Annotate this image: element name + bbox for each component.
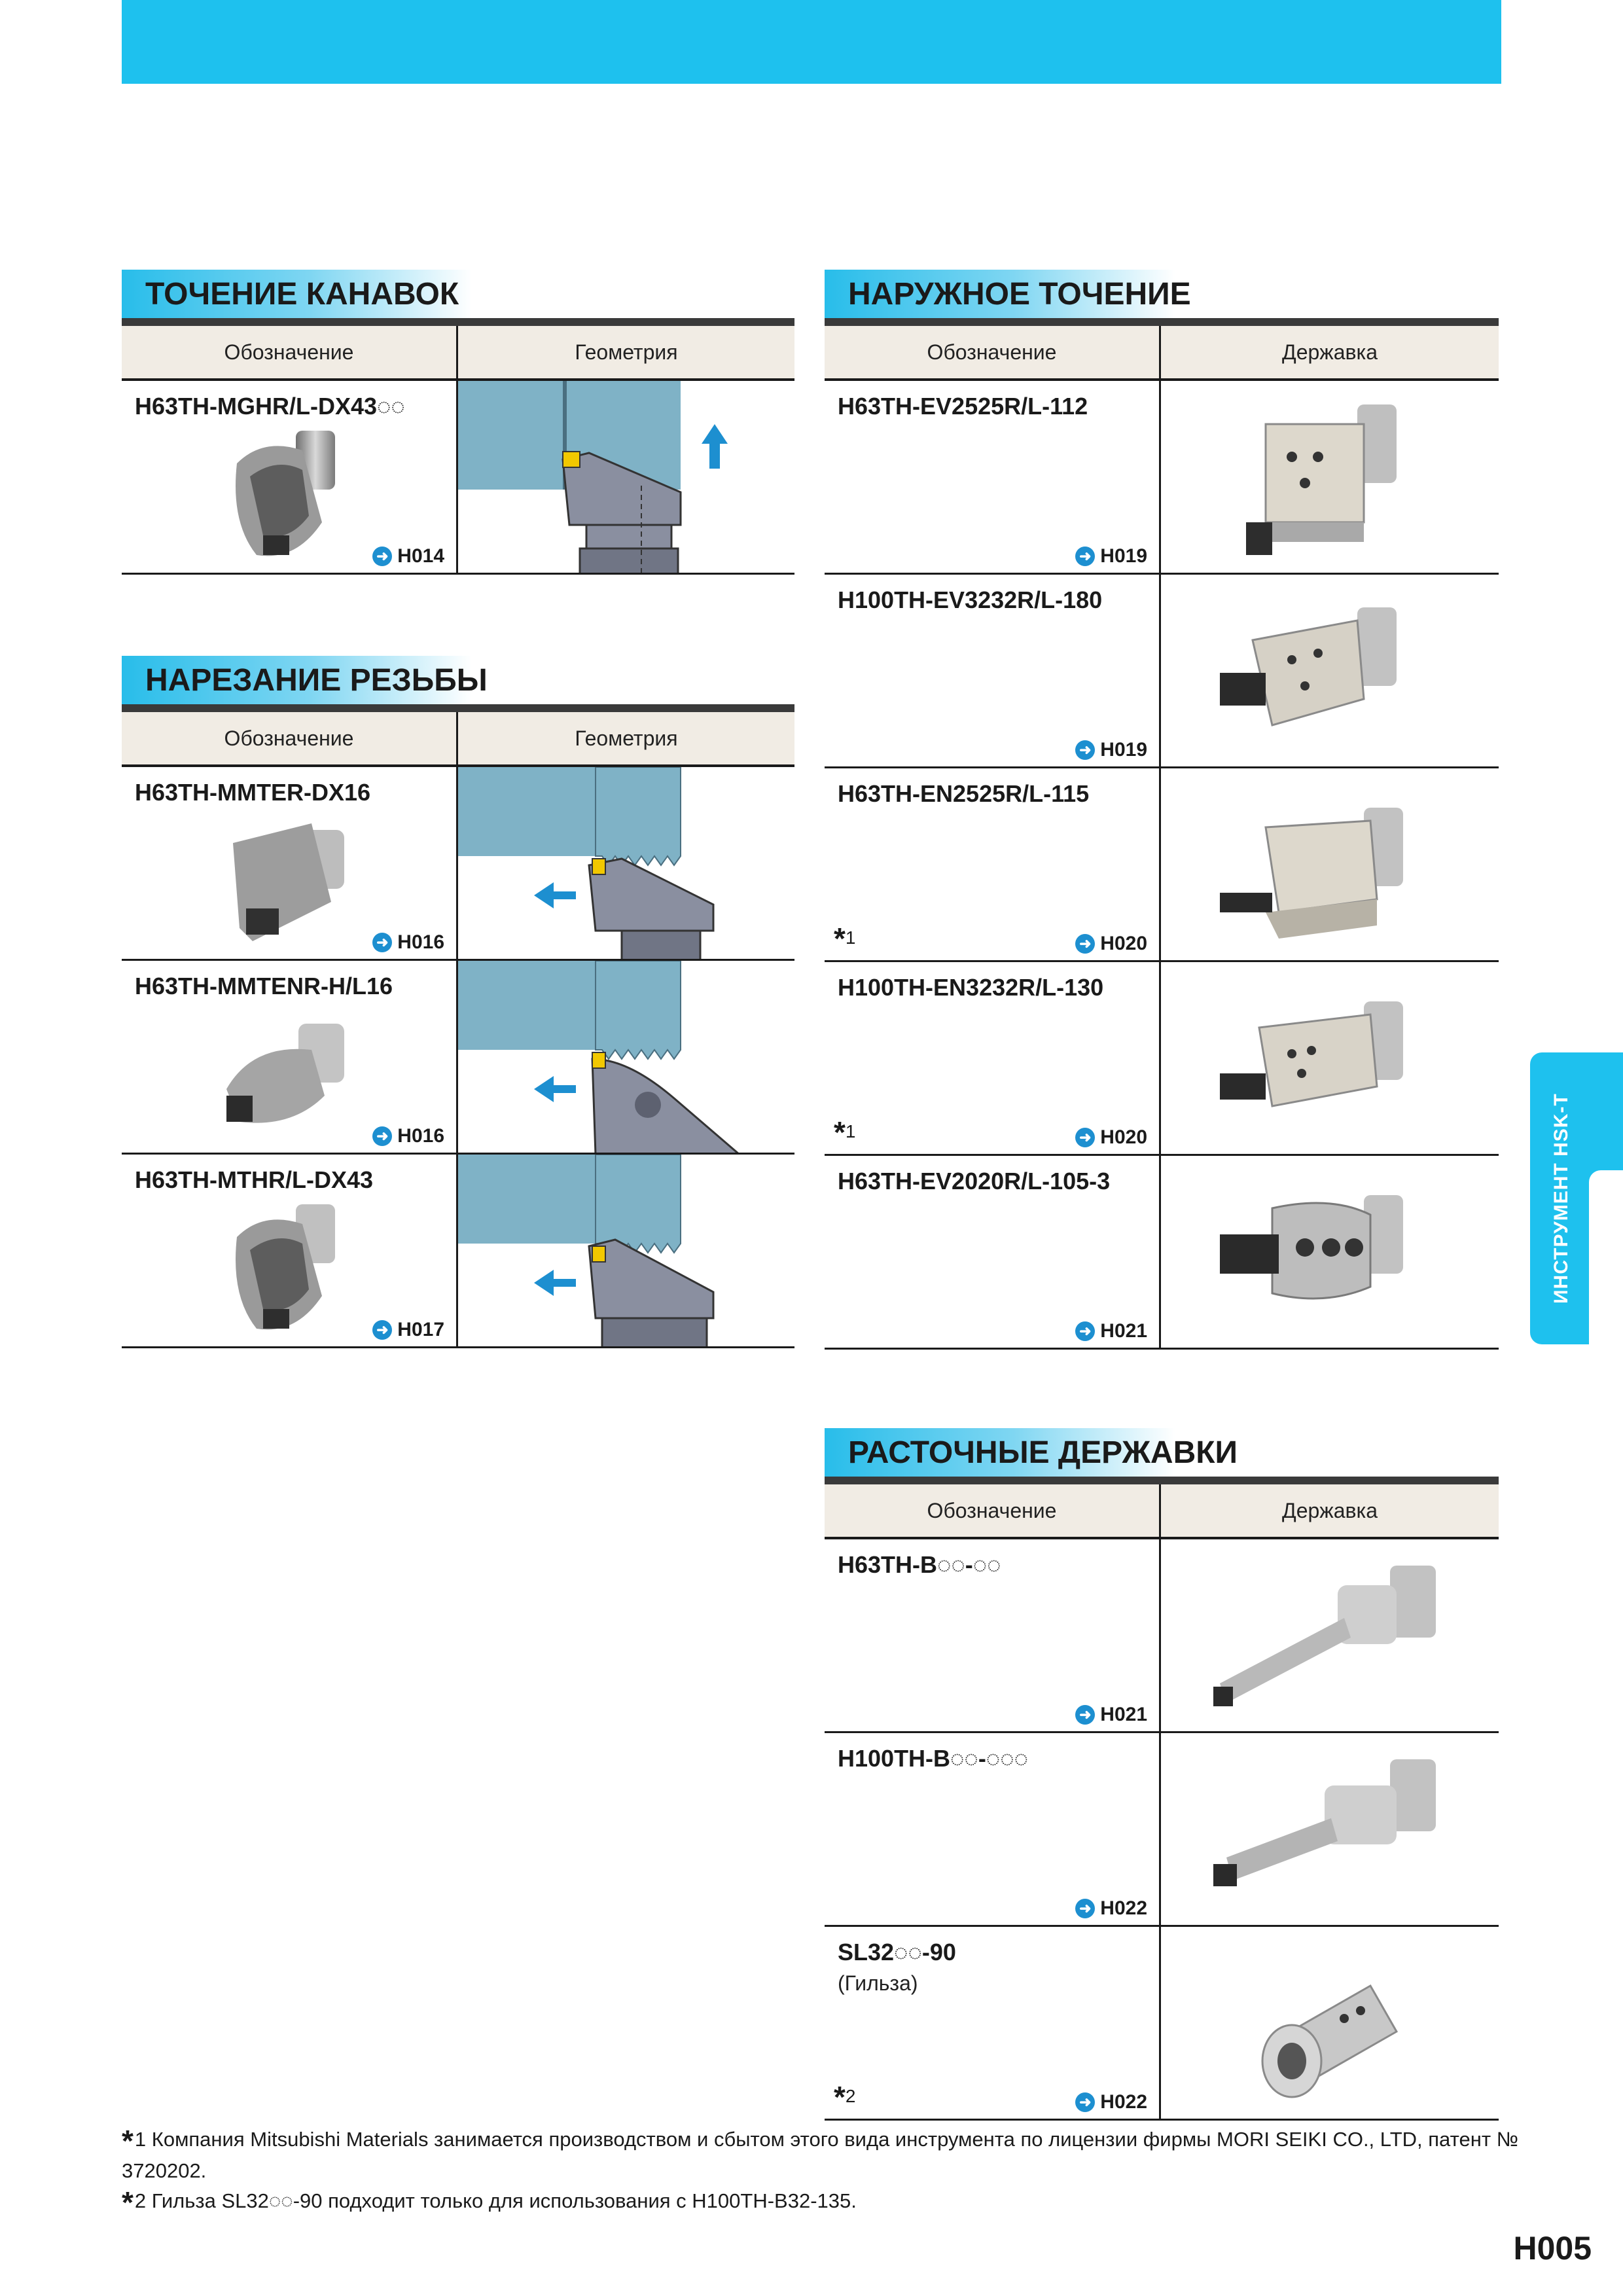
- header-designation: Обозначение: [122, 712, 458, 764]
- holder-cell: [1161, 962, 1499, 1154]
- header-designation: Обозначение: [825, 1484, 1161, 1537]
- holder-photo: [1194, 1746, 1469, 1916]
- tool-photo: [224, 424, 355, 568]
- designation-cell: [122, 767, 458, 959]
- footnote-marker: *2: [834, 2080, 856, 2114]
- page-ref[interactable]: ➜ H019: [1075, 545, 1147, 567]
- section-rule: [825, 1477, 1499, 1484]
- holder-cell: [1161, 1733, 1499, 1925]
- page-number: H005: [1513, 2230, 1592, 2267]
- page-ref[interactable]: ➜ H020: [1075, 1126, 1147, 1149]
- section-title: НАРУЖНОЕ ТОЧЕНИЕ: [825, 270, 1499, 318]
- designation-cell: [825, 575, 1161, 766]
- page-ref[interactable]: ➜ H016: [372, 931, 444, 954]
- footnote-1: *1 Компания Mitsubishi Materials занимается производством и сбытом этого вида инструмента по лицензии фирмы MORI SEIKI CO., LTD, патент № 3720202.: [122, 2124, 1518, 2182]
- holder-photo: [1213, 1175, 1423, 1339]
- tool-code: H63TH-EV2020R/L-105-3: [838, 1168, 1111, 1194]
- tool-photo: [226, 810, 370, 954]
- designation-cell: [825, 768, 1161, 960]
- designation-cell: [825, 381, 1161, 573]
- side-tab[interactable]: [1530, 1052, 1623, 1344]
- designation-cell: [122, 961, 458, 1153]
- section-boring-holders: [825, 1428, 1499, 2121]
- arrow-right-icon: ➜: [1075, 934, 1095, 954]
- designation-cell: [122, 1155, 458, 1346]
- page-ref[interactable]: ➜ H020: [1075, 933, 1147, 955]
- arrow-right-icon: ➜: [372, 933, 392, 952]
- arrow-right-icon: ➜: [1075, 1321, 1095, 1341]
- page-ref[interactable]: ➜ H021: [1075, 1704, 1147, 1726]
- tool-code: H100TH-EN3232R/L-130: [838, 974, 1104, 1001]
- holder-cell: [1161, 381, 1499, 573]
- section-rule: [825, 318, 1499, 326]
- holder-cell: [1161, 768, 1499, 960]
- arrow-right-icon: ➜: [1075, 1128, 1095, 1147]
- tool-code: H100TH-EV3232R/L-180: [838, 586, 1103, 613]
- section-grooving: [122, 270, 794, 575]
- threading-geometry-diagram: [458, 1155, 794, 1346]
- page-ref[interactable]: ➜ H022: [1075, 2091, 1147, 2113]
- header-holder: Державка: [1282, 340, 1378, 364]
- grooving-geometry-diagram: [458, 381, 794, 573]
- section-title: НАРЕЗАНИЕ РЕЗЬБЫ: [122, 656, 794, 704]
- table-row: [825, 962, 1499, 1156]
- designation-cell: [825, 1156, 1161, 1348]
- designation-cell: [122, 381, 458, 573]
- holder-cell: [1161, 575, 1499, 766]
- holder-photo: [1194, 1552, 1469, 1723]
- table-row: [825, 1927, 1499, 2121]
- table-header: [825, 1484, 1499, 1539]
- tool-photo: [213, 1004, 370, 1148]
- arrow-right-icon: ➜: [372, 547, 392, 566]
- arrow-right-icon: ➜: [1075, 547, 1095, 566]
- footnote-marker: *1: [834, 1115, 856, 1149]
- arrow-right-icon: ➜: [1075, 1899, 1095, 1918]
- tool-code: H100TH-B◌◌-◌◌◌: [838, 1745, 1028, 1772]
- section-external-turning: [825, 270, 1499, 1350]
- table-row: [825, 768, 1499, 962]
- holder-photo: [1213, 988, 1423, 1145]
- arrow-right-icon: ➜: [372, 1126, 392, 1146]
- header-geometry: Геометрия: [575, 726, 678, 750]
- section-rule: [122, 704, 794, 712]
- arrow-right-icon: ➜: [1075, 2092, 1095, 2112]
- geometry-cell: [458, 767, 794, 959]
- header-designation: Обозначение: [825, 326, 1161, 378]
- header-holder: Державка: [1282, 1498, 1378, 1522]
- tool-subtitle: (Гильза): [838, 1971, 918, 1995]
- geometry-cell: [458, 961, 794, 1153]
- tool-code: SL32◌◌-90: [838, 1939, 956, 1965]
- header-geometry: Геометрия: [575, 340, 678, 364]
- table-row: [825, 381, 1499, 575]
- page-ref[interactable]: ➜ H014: [372, 545, 444, 567]
- section-rule: [122, 318, 794, 326]
- arrow-right-icon: ➜: [372, 1320, 392, 1340]
- tool-photo: [224, 1198, 355, 1342]
- page-ref[interactable]: ➜ H022: [1075, 1897, 1147, 1920]
- threading-geometry-diagram: [458, 767, 794, 959]
- section-title: ТОЧЕНИЕ КАНАВОК: [122, 270, 794, 318]
- tool-code: H63TH-B◌◌-◌◌: [838, 1551, 1001, 1578]
- geometry-cell: [458, 381, 794, 573]
- footnote-2: *2 Гильза SL32◌◌-90 подходит только для использования с H100TH-B32-135.: [122, 2185, 857, 2219]
- page-ref[interactable]: ➜ H021: [1075, 1320, 1147, 1342]
- holder-photo: [1213, 795, 1423, 952]
- footnote-marker: *1: [834, 922, 856, 956]
- footnotes: [122, 2125, 1522, 2217]
- table-row: [122, 381, 794, 575]
- side-tab-label: ИНСТРУМЕНТ HSK-T: [1550, 1093, 1572, 1304]
- table-row: [825, 1156, 1499, 1350]
- arrow-right-icon: ➜: [1075, 740, 1095, 760]
- section-threading: [122, 656, 794, 1348]
- tool-code: H63TH-MGHR/L-DX43◌◌: [135, 393, 405, 420]
- page-ref[interactable]: ➜ H016: [372, 1125, 444, 1147]
- holder-cell: [1161, 1539, 1499, 1731]
- sleeve-photo: [1253, 1960, 1410, 2104]
- holder-cell: [1161, 1156, 1499, 1348]
- table-row: [122, 1155, 794, 1348]
- table-header: [122, 712, 794, 767]
- header-designation: Обозначение: [122, 326, 458, 378]
- table-header: [122, 326, 794, 381]
- tool-code: H63TH-MTHR/L-DX43: [135, 1166, 374, 1193]
- holder-cell: [1161, 1927, 1499, 2119]
- table-row: [122, 961, 794, 1155]
- table-header: [825, 326, 1499, 381]
- designation-cell: [825, 962, 1161, 1154]
- section-title: РАСТОЧНЫЕ ДЕРЖАВКИ: [825, 1428, 1499, 1477]
- page-ref[interactable]: ➜ H017: [372, 1319, 444, 1341]
- table-row: [825, 1539, 1499, 1733]
- holder-photo: [1213, 601, 1423, 751]
- arrow-right-icon: ➜: [1075, 1705, 1095, 1725]
- table-row: [825, 1733, 1499, 1927]
- tool-code: H63TH-MMTENR-H/L16: [135, 973, 393, 999]
- designation-cell: [825, 1733, 1161, 1925]
- designation-cell: [825, 1539, 1161, 1731]
- page-ref[interactable]: ➜ H019: [1075, 739, 1147, 761]
- threading-geometry-diagram: [458, 961, 794, 1153]
- designation-cell: [825, 1927, 1161, 2119]
- top-color-bar: [122, 0, 1501, 84]
- holder-photo: [1240, 391, 1423, 568]
- tool-code: H63TH-MMTER-DX16: [135, 779, 371, 806]
- table-row: [122, 767, 794, 961]
- table-row: [825, 575, 1499, 768]
- geometry-cell: [458, 1155, 794, 1346]
- tool-code: H63TH-EV2525R/L-112: [838, 393, 1088, 420]
- tool-code: H63TH-EN2525R/L-115: [838, 780, 1090, 807]
